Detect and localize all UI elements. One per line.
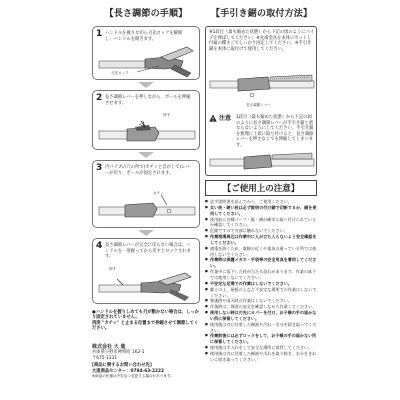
usage-notes-title: 【ご使用上の注意】 — [205, 180, 317, 196]
down-arrow-icon — [138, 152, 154, 158]
step-3-box — [92, 160, 200, 228]
usage-note-item: ● 使用しない時は刃先にカバーを付け、お子様の手の届かない所に保管してください。 — [205, 310, 317, 322]
step-1-number: 1 — [96, 29, 103, 39]
company-info — [92, 345, 200, 379]
step-2-box — [92, 90, 200, 150]
company-address: 兵庫県小野市神明町 162-1 — [92, 350, 145, 356]
step-2-number: 2 — [96, 93, 103, 103]
step-4-text: 長さ調節レバーが完全に戻らない場合は、ハンドルを一度握ってから戻すとロックされます。 — [105, 243, 191, 260]
saw-attach-column — [205, 0, 317, 362]
lock-note-line-1: ●ハンドルを握りしめても刃が動かない場合は、しっかり固定されていません。 — [92, 310, 199, 321]
usage-note-item: ● 使用後は手入れをして安全な場所に保管してください。 — [205, 345, 317, 351]
pipe-lock-illustration — [97, 191, 197, 227]
saw-attach-title: 【手引き鋸の取付方法】 — [211, 8, 313, 19]
length-adjustment-title: 【長さ調節の手順】 — [104, 8, 188, 19]
step-2-text: 長さ調節レバーを押しながら、ポールを伸縮させます。 — [105, 95, 191, 106]
lock-note-line-2: 再度 "カチッ" と止まる位置まで伸縮させて調節してください。 — [92, 320, 199, 332]
down-arrow-icon — [138, 82, 154, 88]
lever-tag: 長さ調節レバー — [246, 103, 271, 107]
lopper-grip-illustration — [97, 271, 197, 303]
step-4-tag: 押す — [109, 267, 117, 271]
step-4-box — [92, 238, 200, 304]
usage-note-item: ● 感電を防ぐため、電線の近くや電気の通っている所では使用しないでください。 — [205, 246, 317, 258]
step-1-text: ハンドルを握りながら刃先ロックを解除し、ハンドルを開きます。 — [105, 31, 183, 42]
contact-phone: 大進商品センター：0794-63-2222 — [92, 368, 164, 374]
usage-note-item: ● 作業時は、周囲の安全を確認しながら作業してください。 — [205, 304, 317, 310]
company-name: 株式会社 大 進 — [92, 344, 126, 350]
step-1-tag: 刃先ロック — [111, 71, 129, 75]
usage-note-item: ● 作業前後には必ずロックをして、お子様の手の届かない所に保管してください。 — [205, 333, 317, 345]
usage-note-item: ● 使用後は刃に付着した樹液や汚れを取り除き、水分をきれいに拭き取ってください。 — [205, 351, 317, 363]
down-arrow-icon — [138, 230, 154, 236]
usage-note-item: ● 必ず説明書を読んでから、ご使用ください。 — [205, 199, 317, 205]
usage-note-item: ● 脚立の上、屋根の上など不安定な場所での作業はしないでください。 — [205, 287, 317, 299]
company-zip: 〒675-1331 — [92, 355, 117, 361]
svg-text:!: ! — [211, 117, 215, 122]
step-1-box — [92, 26, 200, 80]
usage-note-item: ● 作業現場周辺は作業中に人が立ち入らないよう安全確認をしてください。 — [205, 234, 317, 246]
spec-footer: ※商品の仕様は予告なく変更する場合があります。 — [92, 374, 174, 379]
lever-press-illustration — [97, 119, 197, 149]
usage-note-item: ● 作業中に落下した枝が当たる恐れがあります。作業の真下では使用しないでください。 — [205, 269, 317, 281]
caution-text: 1段目（最も縮めた状態）から下記の図のように長さ調節レバーが手引き鋸と重ならないようにしてください。手引き鋸を無理に上段に取り付けると、長さ調節レバーを押さなくても伸縮してしまいます。 — [236, 115, 314, 148]
usage-note-item: ● 使用後は刃に付着した樹液や汚れ・水分を拭き取ってください。 — [205, 322, 317, 334]
warning-icon — [209, 114, 217, 122]
usage-note-item: ● 作業時は保護メガネ・手袋等の安全用具を着用してください。 — [205, 257, 317, 269]
step-3-text: 内パイプの穴の所で(カチッと音がして)レバーが戻り、ポールが固定されます。 — [105, 165, 190, 176]
step-3-number: 3 — [96, 163, 103, 173]
saw-attach-illustration — [208, 69, 316, 101]
step-3-tag: カチッ — [153, 191, 164, 195]
step-4-number: 4 — [96, 241, 103, 251]
lock-note — [92, 310, 200, 332]
saw-attach-box — [205, 26, 317, 176]
caution-heading — [209, 113, 231, 122]
saw-attach-text: ※1段目（最も縮めた状態）から下記の図のようにパイプを伸ばしてください。※先端金具を本体にセットし付属の蝶ネジでしっかり固定してください。※手引き鋸を本体に取付けて使用してください。 — [209, 30, 315, 52]
usage-note-item: ● 不安定な足場での作業はしないでください。 — [205, 281, 317, 287]
caution-illustration — [208, 151, 316, 175]
caution-title: 注意 — [219, 115, 232, 122]
usage-notes-list — [205, 199, 317, 363]
length-adjustment-column — [92, 0, 200, 379]
usage-note-item: ● 強風時や雨天時の作業はしないでください。 — [205, 298, 317, 304]
step-2-tag: 押す — [163, 113, 171, 117]
usage-note-item: ● 太い枝・硬い枝は必ず説明の付け鋸で切断するか、鋸を使用してください。 — [205, 205, 317, 217]
usage-note-item: ● 使用前に各種パーツ・鋸・鋏が確実に取り付けられているか確認してください。 — [205, 217, 317, 229]
usage-note-item: ● 危険ですので刃部に触れないでください。 — [205, 228, 317, 234]
contact-label: [商品に関するお問い合わせ先] — [92, 363, 152, 369]
